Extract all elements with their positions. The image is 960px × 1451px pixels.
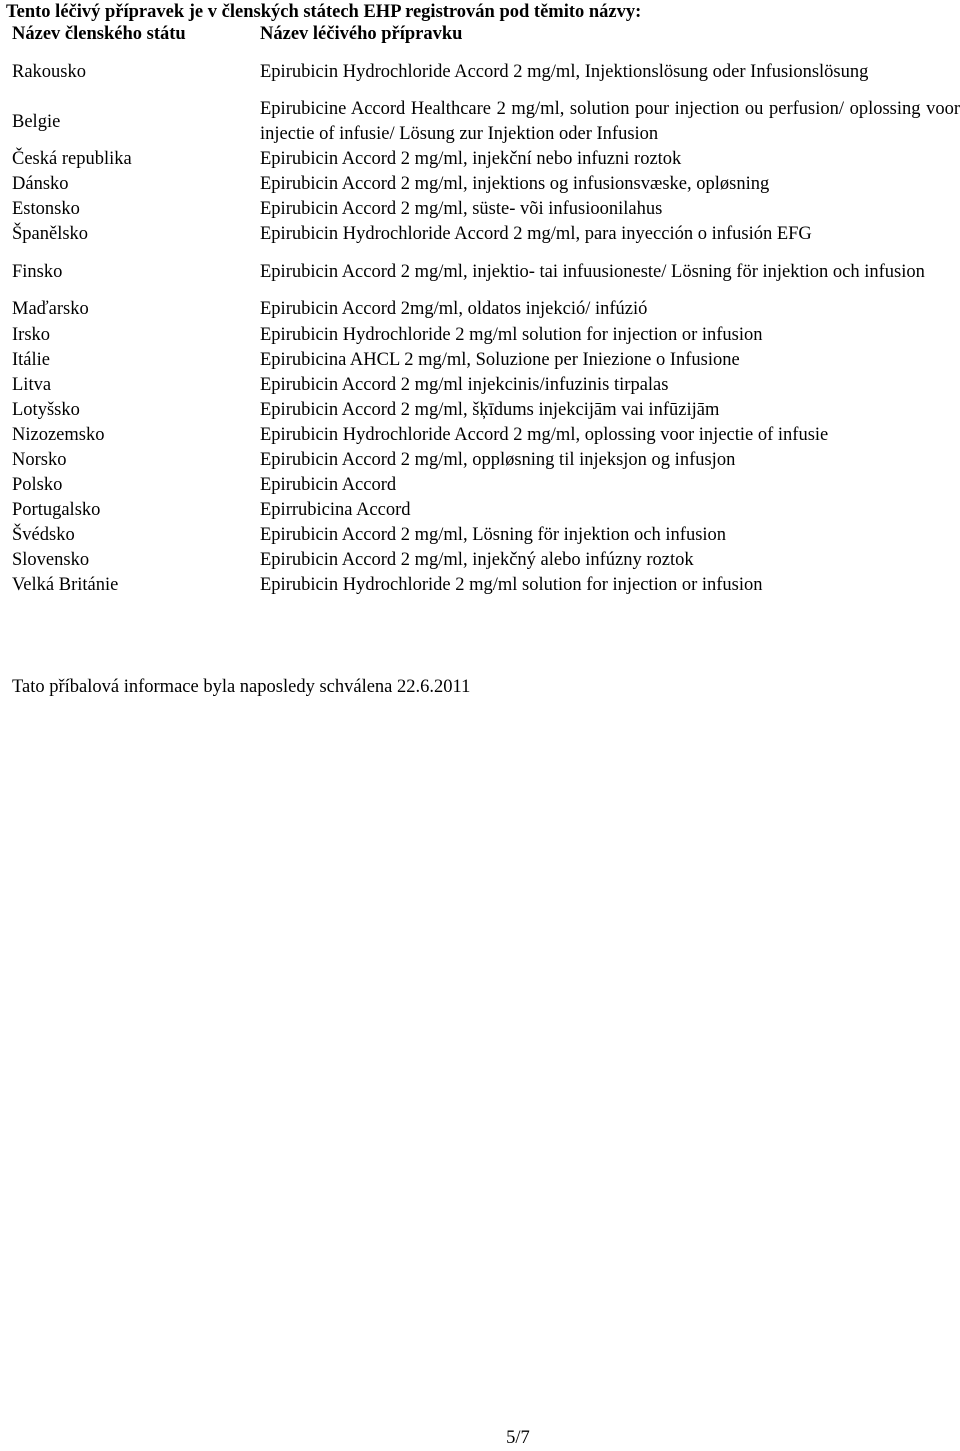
page-number: 5/7 [506,1428,530,1448]
table-row [0,498,960,523]
table-row [0,172,960,197]
product-name-cell: Epirubicin Accord 2 mg/ml, Lösning för injektion och infusion [260,525,727,546]
product-name-cell: Epirubicine Accord Healthcare 2 mg/ml, solution pour injection ou perfusion/ oplossing voor injectie of infusie/ Lösung zur Injektion oder Infusion [260,99,960,144]
registration-table [0,22,960,599]
product-name-cell: Epirubicin Hydrochloride 2 mg/ml solution for injection or infusion [260,324,763,345]
product-name-cell: Epirubicin Accord 2 mg/ml, injektions og infusionsvæske, opløsning [260,174,770,195]
product-name-cell: Epirubicin Hydrochloride Accord 2 mg/ml, oplossing voor injectie of infusie [260,424,829,445]
table-row [0,322,960,347]
country-cell: Belgie [12,111,61,132]
table-row [0,523,960,548]
table-row [0,398,960,423]
table-row [0,47,960,97]
country-cell: Norsko [12,449,67,470]
table-row [0,348,960,373]
product-name-cell: Epirubicin Accord 2 mg/ml, šķīdums injekcijām vai infūzijām [260,399,720,420]
table-row [0,548,960,573]
country-cell: Portugalsko [12,500,101,521]
country-cell: Maďarsko [12,299,89,320]
product-name-cell: Epirubicin Hydrochloride Accord 2 mg/ml, Injektionslösung oder Infusionslösung [260,61,869,82]
column-header-country: Název členského státu [12,24,186,44]
product-name-cell: Epirubicin Accord 2 mg/ml, injektio- tai infuusioneste/ Lösning för injektion och infusion [260,261,925,282]
table-row [0,297,960,322]
product-name-cell: Epirubicin Accord [260,475,397,496]
country-cell: Španělsko [12,224,89,245]
product-name-cell: Epirubicin Hydrochloride 2 mg/ml solution for injection or infusion [260,575,763,596]
table-row [0,473,960,498]
product-name-cell: Epirrubicina Accord [260,500,411,521]
table-row [0,247,960,297]
country-cell: Polsko [12,475,63,496]
table-row [0,423,960,448]
product-name-cell: Epirubicin Hydrochloride Accord 2 mg/ml, para inyección o infusión EFG [260,224,812,245]
table-row [0,373,960,398]
product-name-cell: Epirubicin Accord 2 mg/ml, injekční nebo infuzni roztok [260,149,682,170]
product-name-cell: Epirubicina AHCL 2 mg/ml, Soluzione per Iniezione o Infusione [260,349,740,370]
country-cell: Irsko [12,324,51,345]
column-header-product-name: Název léčivého přípravku [260,24,463,44]
country-cell: Slovensko [12,550,90,571]
product-name-cell: Epirubicin Accord 2 mg/ml, süste- või infusioonilahus [260,199,663,220]
approval-date-note: Tato příbalová informace byla naposledy schválena 22.6.2011 [12,677,471,697]
table-row [0,97,960,147]
table-header-row [0,22,960,47]
table-row [0,222,960,247]
product-name-cell: Epirubicin Accord 2 mg/ml, injekčný alebo infúzny roztok [260,550,694,571]
product-name-cell: Epirubicin Accord 2 mg/ml, oppløsning til injeksjon og infusjon [260,449,736,470]
product-name-cell: Epirubicin Accord 2mg/ml, oldatos injekció/ infúzió [260,299,648,320]
country-cell: Finsko [12,261,63,282]
table-row [0,448,960,473]
country-cell: Estonsko [12,199,80,220]
country-cell: Nizozemsko [12,424,105,445]
country-cell: Litva [12,374,52,395]
country-cell: Švédsko [12,525,75,546]
country-cell: Lotyšsko [12,399,80,420]
document-heading: Tento léčivý přípravek je v členských státech EHP registrován pod těmito názvy: [6,2,642,22]
product-name-cell: Epirubicin Accord 2 mg/ml injekcinis/infuzinis tirpalas [260,374,669,395]
table-row [0,573,960,598]
country-cell: Rakousko [12,61,86,82]
table-row [0,147,960,172]
table-row [0,197,960,222]
country-cell: Velká Británie [12,575,119,596]
country-cell: Česká republika [12,149,132,170]
country-cell: Itálie [12,349,51,370]
country-cell: Dánsko [12,174,69,195]
